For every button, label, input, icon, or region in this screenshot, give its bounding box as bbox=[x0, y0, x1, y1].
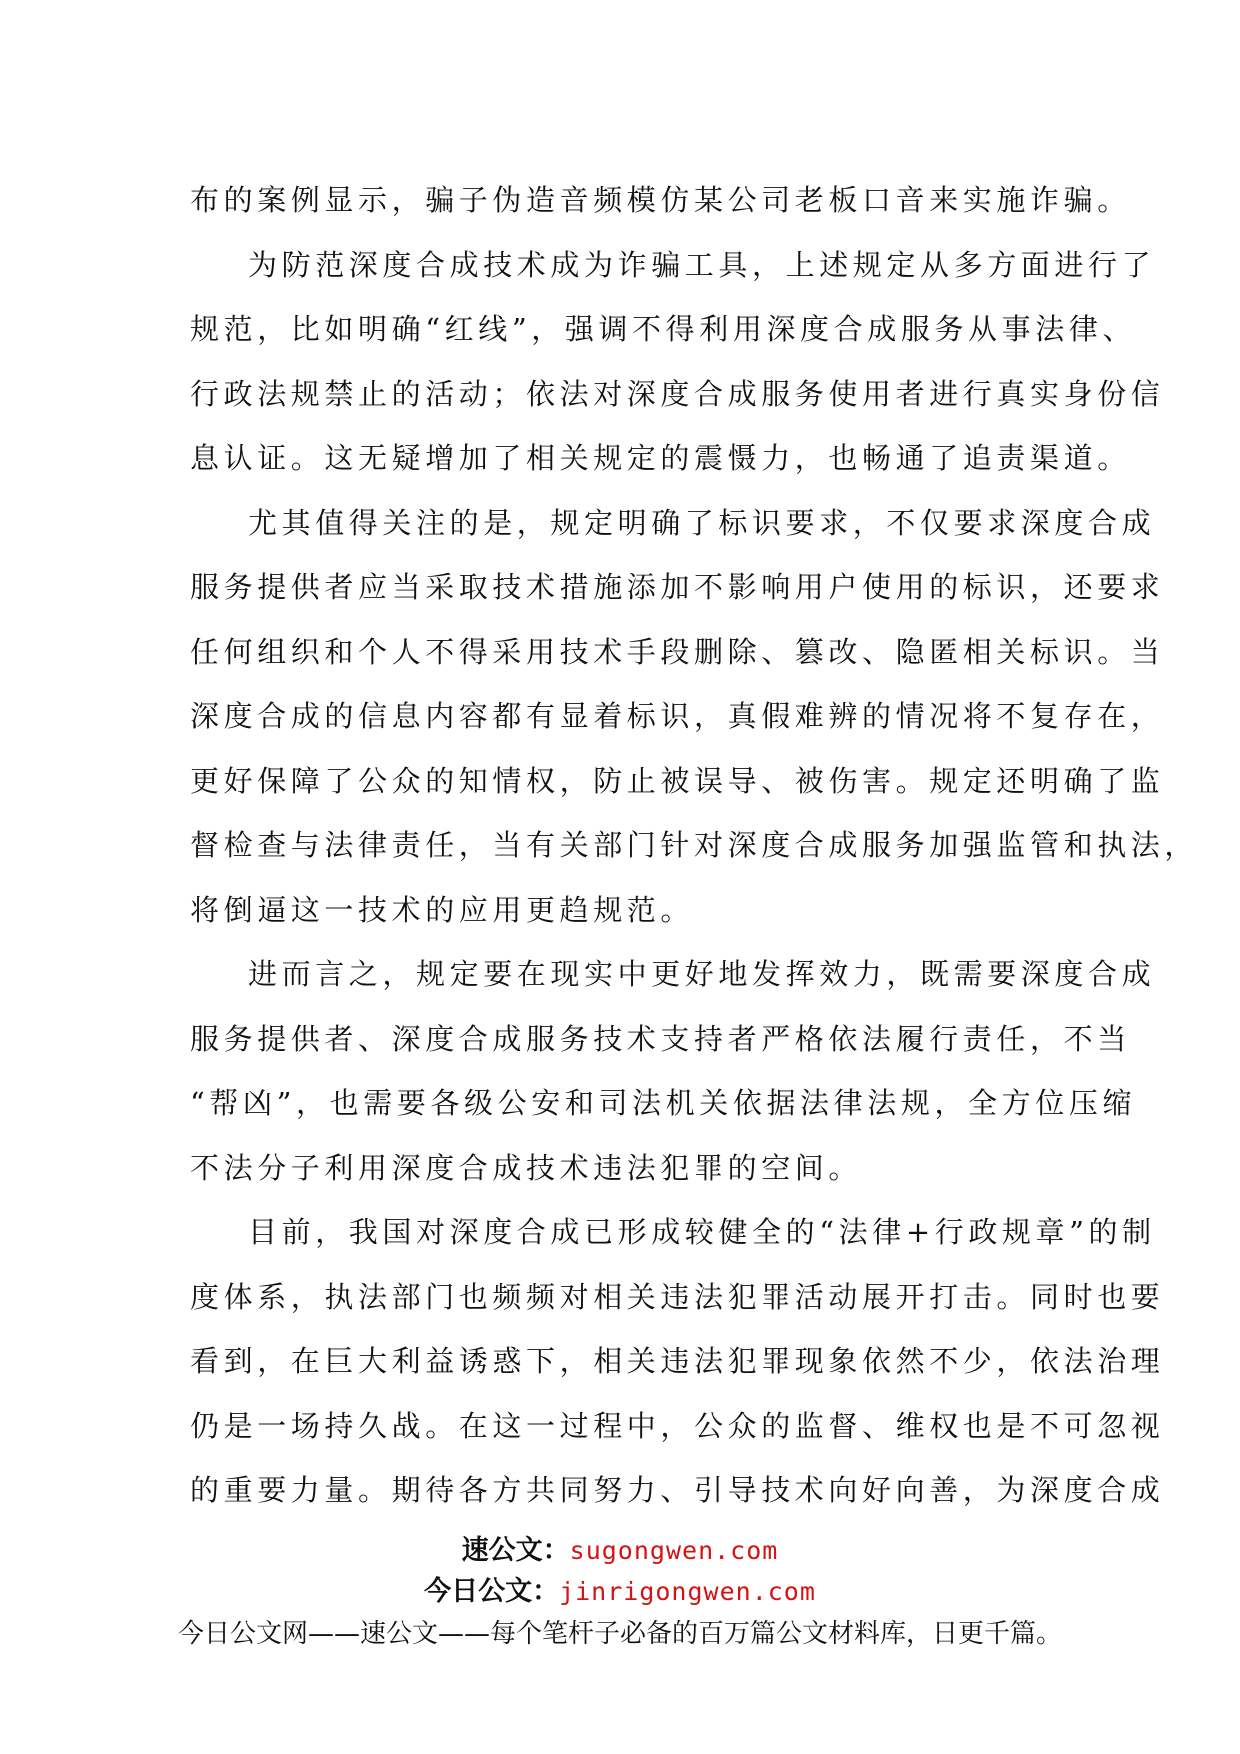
text-line: 目前，我国对深度合成已形成较健全的“法律+行政规章”的制 bbox=[248, 1215, 1156, 1249]
text-line: 将倒逼这一技术的应用更趋规范。 bbox=[190, 892, 695, 927]
text-line: “帮凶”，也需要各级公安和司法机关依据法律法规，全方位压缩 bbox=[190, 1086, 1137, 1120]
text-line: 仍是一场持久战。在这一过程中，公众的监督、维权也是不可忽视 bbox=[190, 1408, 1165, 1443]
footer-label: 速公文： bbox=[461, 1535, 570, 1566]
text-line: 服务提供者应当采取技术措施添加不影响用户使用的标识，还要求 bbox=[190, 570, 1165, 604]
text-line: 息认证。这无疑增加了相关规定的震慑力，也畅通了追责渠道。 bbox=[190, 441, 1131, 475]
footer-jinrigongwen bbox=[0, 1569, 1240, 1608]
sugongwen-link[interactable]: sugongwen.com bbox=[569, 1536, 779, 1565]
text-line: 规范，比如明确“红线”，强调不得利用深度合成服务从事法律、 bbox=[190, 312, 1137, 346]
text-line: 尤其值得关注的是，规定明确了标识要求，不仅要求深度合成 bbox=[248, 505, 1156, 540]
text-line: 为防范深度合成技术成为诈骗工具，上述规定从多方面进行了 bbox=[248, 247, 1156, 282]
footer-slogan: 今日公文网——速公文——每个笔杆子必备的百万篇公文材料库，日更千篇。 bbox=[177, 1619, 1062, 1649]
document-body bbox=[190, 168, 1199, 1523]
text-line: 服务提供者、深度合成服务技术支持者严格依法履行责任，不当 bbox=[190, 1021, 1131, 1056]
text-line: 深度合成的信息内容都有显着标识，真假难辨的情况将不复存在， bbox=[190, 699, 1165, 733]
text-line: 不法分子利用深度合成技术违法犯罪的空间。 bbox=[190, 1150, 863, 1185]
jinrigongwen-link[interactable]: jinrigongwen.com bbox=[559, 1577, 816, 1606]
text-line: 任何组织和个人不得采用技术手段删除、篡改、隐匿相关标识。当 bbox=[190, 634, 1165, 669]
text-line: 进而言之，规定要在现实中更好地发挥效力，既需要深度合成 bbox=[248, 957, 1156, 991]
footer-label: 今日公文： bbox=[424, 1576, 560, 1607]
footer-sugongwen bbox=[0, 1528, 1240, 1567]
text-line: 看到，在巨大利益诱惑下，相关违法犯罪现象依然不少，依法治理 bbox=[190, 1344, 1165, 1378]
text-line: 更好保障了公众的知情权，防止被误导、被伤害。规定还明确了监 bbox=[190, 763, 1165, 798]
text-line: 度体系，执法部门也频频对相关违法犯罪活动展开打击。同时也要 bbox=[190, 1279, 1165, 1314]
text-line: 布的案例显示，骗子伪造音频模仿某公司老板口音来实施诈骗。 bbox=[190, 183, 1131, 217]
text-line: 的重要力量。期待各方共同努力、引导技术向好向善，为深度合成 bbox=[190, 1473, 1165, 1507]
text-line: 行政法规禁止的活动；依法对深度合成服务使用者进行真实身份信 bbox=[190, 376, 1165, 411]
text-line: 督检查与法律责任，当有关部门针对深度合成服务加强监管和执法， bbox=[190, 828, 1199, 862]
